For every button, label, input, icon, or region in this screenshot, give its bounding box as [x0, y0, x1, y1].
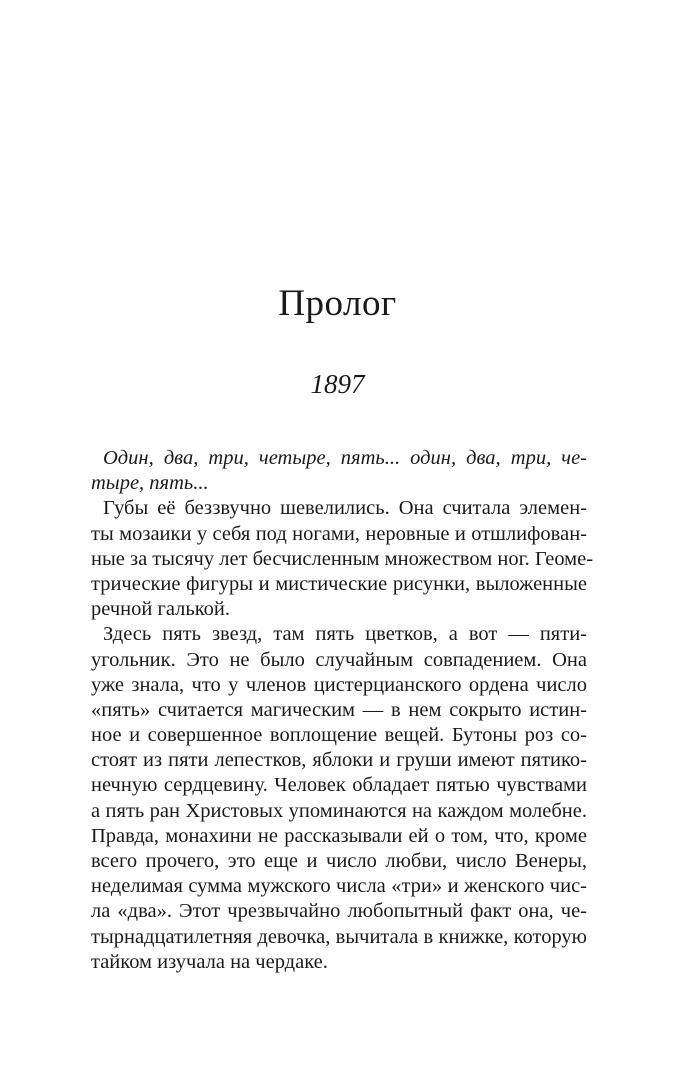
- text-line: Губы её беззвучно шевелились. Она считала элемен-: [103, 497, 587, 520]
- text-line: неделимая сумма мужского числа «три» и женского чис-: [91, 875, 587, 898]
- text-line: нечную сердцевину. Человек обладает пятью чувствами: [91, 774, 587, 797]
- text-line: стоят из пяти лепестков, яблоки и груши имеют пятико-: [91, 749, 587, 772]
- text-line: трические фигуры и мистические рисунки, выложенные: [91, 572, 587, 595]
- text-line: а пять ран Христовых упоминаются на каждом молебне.: [91, 799, 587, 822]
- text-line: уже знала, что у членов цистерцианского ордена число: [91, 673, 587, 696]
- text-line: угольник. Это не было случайным совпадением. Она: [91, 648, 587, 671]
- text-line: ты мозаики у себя под ногами, неровные и отшлифован-: [91, 522, 587, 545]
- text-line: ное и совершенное воплощение вещей. Бутоны роз со-: [91, 724, 587, 747]
- text-line: «пять» считается магическим — в нем сокрыто истин-: [91, 698, 587, 721]
- text-line: Один, два, три, четыре, пять... один, два, три, че-: [103, 447, 587, 469]
- text-line: ные за тысячу лет бесчисленным множеством ног. Геоме-: [91, 547, 594, 570]
- text-line: тырнадцатилетняя девочка, вычитала в книжке, которую: [91, 925, 587, 948]
- chapter-title: Пролог: [278, 283, 397, 324]
- body-text: [91, 446, 594, 975]
- text-line: Здесь пять звезд, там пять цветков, а вот — пяти-: [103, 623, 587, 646]
- text-line: всего прочего, это еще и число любви, число Венеры,: [91, 850, 587, 872]
- text-line: речной галькой.: [91, 598, 230, 621]
- text-line: тайком изучала на чердаке.: [91, 950, 328, 973]
- text-line: ла «два». Этот чрезвычайно любопытный факт она, че-: [91, 900, 587, 923]
- chapter-year: 1897: [310, 369, 365, 399]
- text-line: тыре, пять...: [91, 472, 209, 495]
- text-line: Правда, монахини не рассказывали ей о том, что, кроме: [91, 824, 587, 847]
